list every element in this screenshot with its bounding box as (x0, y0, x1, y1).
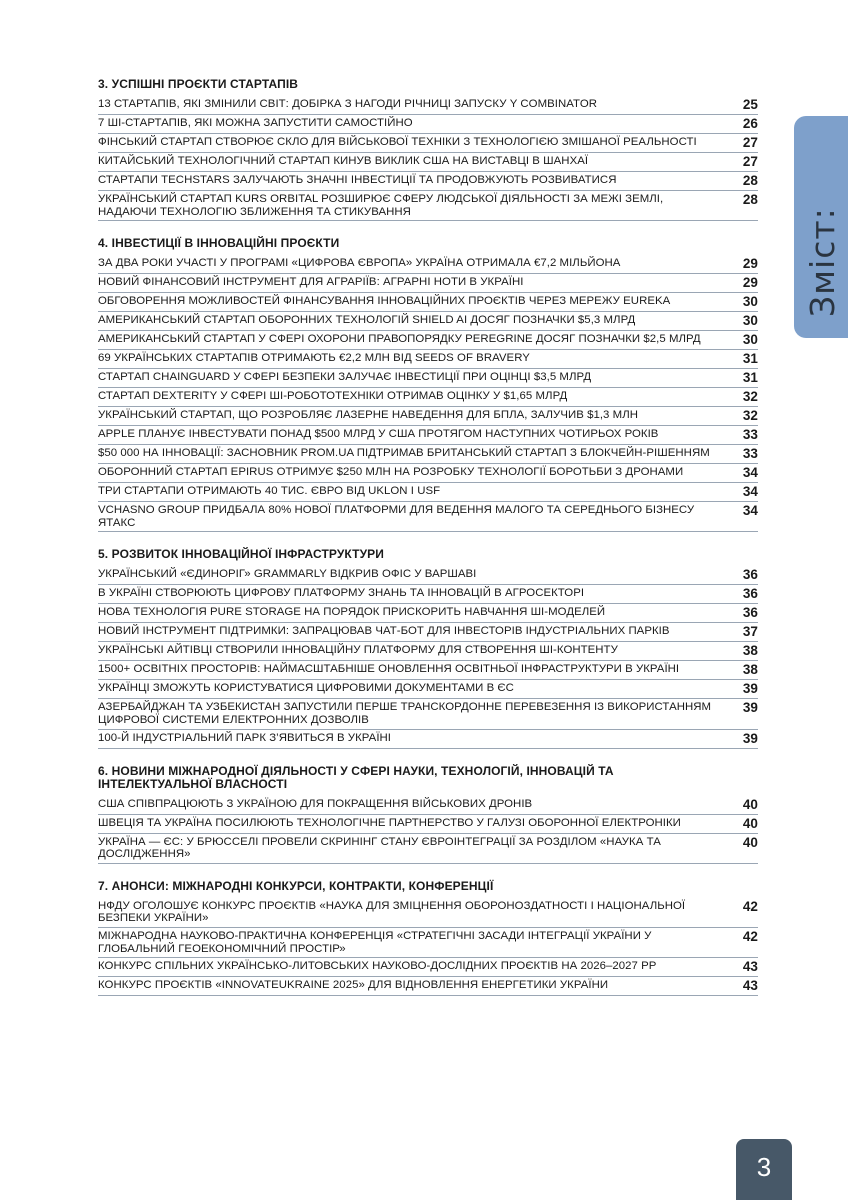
toc-entry-page: 28 (742, 192, 758, 207)
section-title: 4. ІНВЕСТИЦІЇ В ІННОВАЦІЙНІ ПРОЄКТИ (98, 236, 340, 251)
section-title: 6. НОВИНИ МІЖНАРОДНОЇ ДІЯЛЬНОСТІ У СФЕРІ НАУКИ, ТЕХНОЛОГІЙ, ІННОВАЦІЙ ТА ІНТЕЛЕКТУАЛЬНОЇ ВЛАСНОСТІ (98, 763, 614, 791)
toc-entry-page: 26 (742, 116, 758, 131)
toc-entry[interactable] (98, 958, 758, 977)
toc-entry-title: АМЕРИКАНСЬКИЙ СТАРТАП У СФЕРІ ОХОРОНИ ПРАВОПОРЯДКУ PEREGRINE ДОСЯГ ПОЗНАЧКИ $2,5 МЛРД (98, 333, 701, 346)
toc-entry[interactable] (98, 483, 758, 502)
toc-entry[interactable] (98, 445, 758, 464)
toc-entry-page: 43 (742, 959, 758, 975)
toc-entry-page: 33 (742, 446, 758, 462)
toc-entry-title: СТАРТАПИ TECHSTARS ЗАЛУЧАЮТЬ ЗНАЧНІ ІНВЕСТИЦІЇ ТА ПРОДОВЖУЮТЬ РОЗВИВАТИСЯ (98, 174, 617, 186)
toc-entry-title: 1500+ ОСВІТНІХ ПРОСТОРІВ: НАЙМАСШТАБНІШЕ ОНОВЛЕННЯ ОСВІТНЬОЇ ІНФРАСТРУКТУРИ В УКРАЇНІ (98, 663, 680, 676)
toc-entry-title: $50 000 НА ІННОВАЦІЇ: ЗАСНОВНИК PROM.UA ПІДТРИМАВ БРИТАНСЬКИЙ СТАРТАП З БЛОКЧЕЙН-РІШЕННЯМ (98, 447, 710, 460)
section-title: 7. АНОНСИ: МІЖНАРОДНІ КОНКУРСИ, КОНТРАКТИ, КОНФЕРЕНЦІЇ (98, 878, 494, 893)
toc-entry-title: СТАРТАП DEXTERITY У СФЕРІ ШІ-РОБОТОТЕХНІКИ ОТРИМАВ ОЦІНКУ У $1,65 МЛРД (98, 390, 568, 403)
section-title: 5. РОЗВИТОК ІННОВАЦІЙНОЇ ІНФРАСТРУКТУРИ (98, 547, 384, 562)
toc-entry[interactable] (98, 699, 758, 729)
toc-entry[interactable] (98, 96, 758, 115)
toc-entry[interactable] (98, 585, 758, 604)
toc-entry-title: VCHASNO GROUP ПРИДБАЛА 80% НОВОЇ ПЛАТФОРМИ ДЛЯ ВЕДЕННЯ МАЛОГО ТА СЕРЕДНЬОГО БІЗНЕСУ ЯТАКС (98, 504, 695, 529)
toc-entry-title: 69 УКРАЇНСЬКИХ СТАРТАПІВ ОТРИМАЮТЬ €2,2 МЛН ВІД SEEDS OF BRAVERY (98, 352, 530, 365)
toc-entry-page: 36 (742, 586, 758, 602)
toc-entry-title: КОНКУРС ПРОЄКТІВ «INNOVATEUKRAINE 2025» ДЛЯ ВІДНОВЛЕННЯ ЕНЕРГЕТИКИ УКРАЇНИ (98, 979, 609, 992)
toc-entry-title: НОВА ТЕХНОЛОГІЯ PURE STORAGE НА ПОРЯДОК ПРИСКОРИТЬ НАВЧАННЯ ШІ-МОДЕЛЕЙ (98, 606, 606, 619)
toc-entry[interactable] (98, 623, 758, 642)
toc-entry-title: НОВИЙ ІНСТРУМЕНТ ПІДТРИМКИ: ЗАПРАЦЮВАВ ЧАТ-БОТ ДЛЯ ІНВЕСТОРІВ ІНДУСТРІАЛЬНИХ ПАРКІВ (98, 625, 670, 638)
toc-entry[interactable] (98, 977, 758, 996)
toc-section (98, 548, 758, 748)
toc-section (98, 237, 758, 532)
toc-entry-title: АЗЕРБАЙДЖАН ТА УЗБЕКИСТАН ЗАПУСТИЛИ ПЕРШЕ ТРАНСКОРДОННЕ ПЕРЕВЕЗЕННЯ ІЗ ВИКОРИСТАННЯМ ЦИФРОВОЇ СИСТЕМИ ЕЛЕКТРОННИХ ДОЗВОЛІВ (98, 701, 712, 726)
toc-entry[interactable] (98, 426, 758, 445)
toc-entry-page: 27 (742, 154, 758, 169)
toc-entry-title: СТАРТАП CHAINGUARD У СФЕРІ БЕЗПЕКИ ЗАЛУЧАЄ ІНВЕСТИЦІЇ ПРИ ОЦІНЦІ $3,5 МЛРД (98, 371, 592, 384)
toc-entry-page: 40 (742, 815, 758, 831)
toc-entry-page: 31 (742, 351, 758, 367)
toc-entry-page: 39 (742, 681, 758, 697)
toc-entry[interactable] (98, 115, 758, 134)
toc-entry-title: КИТАЙСЬКИЙ ТЕХНОЛОГІЧНИЙ СТАРТАП КИНУВ ВИКЛИК США НА ВИСТАВЦІ В ШАНХАЇ (98, 155, 589, 167)
toc-section (98, 78, 758, 221)
toc-entry-page: 39 (742, 730, 758, 746)
toc-entry-title: УКРАЇНСЬКИЙ СТАРТАП KURS ORBITAL РОЗШИРЮЄ СФЕРУ ЛЮДСЬКОЇ ДІЯЛЬНОСТІ ЗА МЕЖІ ЗЕМЛІ, НАДАЮЧИ ТЕХНОЛОГІЮ ЗБЛИЖЕННЯ ТА СТИКУВАННЯ (98, 193, 664, 218)
toc-entry-page: 38 (742, 643, 758, 659)
toc-entry-page: 29 (742, 256, 758, 272)
toc-entry-page: 28 (742, 173, 758, 188)
toc-entry[interactable] (98, 369, 758, 388)
toc-entry-title: КОНКУРС СПІЛЬНИХ УКРАЇНСЬКО-ЛИТОВСЬКИХ НАУКОВО-ДОСЛІДНИХ ПРОЄКТІВ НА 2026–2027 РР (98, 960, 657, 973)
toc-entry[interactable] (98, 898, 758, 928)
section-title: 3. УСПІШНІ ПРОЄКТИ СТАРТАПІВ (98, 77, 299, 91)
toc-entry-page: 30 (742, 313, 758, 329)
toc-entry-title: УКРАЇНЦІ ЗМОЖУТЬ КОРИСТУВАТИСЯ ЦИФРОВИМИ ДОКУМЕНТАМИ В ЄС (98, 682, 514, 695)
toc-entry[interactable] (98, 407, 758, 426)
toc-entry-title: УКРАЇНСЬКІ АЙТІВЦІ СТВОРИЛИ ІННОВАЦІЙНУ ПЛАТФОРМУ ДЛЯ СТВОРЕННЯ ШІ-КОНТЕНТУ (98, 644, 618, 657)
toc-entry-page: 30 (742, 294, 758, 310)
toc-entry-title: ЗА ДВА РОКИ УЧАСТІ У ПРОГРАМІ «ЦИФРОВА ЄВРОПА» УКРАЇНА ОТРИМАЛА €7,2 МІЛЬЙОНА (98, 257, 621, 270)
toc-entry[interactable] (98, 815, 758, 834)
toc-entry-page: 34 (742, 484, 758, 500)
toc-entry-title: 100-Й ІНДУСТРІАЛЬНИЙ ПАРК З’ЯВИТЬСЯ В УКРАЇНІ (98, 731, 392, 744)
toc-entry[interactable] (98, 680, 758, 699)
toc-entry[interactable] (98, 834, 758, 864)
toc-entry-page: 43 (742, 978, 758, 994)
toc-entry[interactable] (98, 350, 758, 369)
toc-entry[interactable] (98, 388, 758, 407)
toc-entry-page: 40 (742, 834, 758, 850)
toc-entry-page: 34 (742, 465, 758, 481)
toc-section (98, 765, 758, 864)
toc-entry[interactable] (98, 274, 758, 293)
toc-entry[interactable] (98, 604, 758, 623)
toc-entry-title: APPLE ПЛАНУЄ ІНВЕСТУВАТИ ПОНАД $500 МЛРД У США ПРОТЯГОМ НАСТУПНИХ ЧОТИРЬОХ РОКІВ (98, 428, 659, 441)
table-of-contents (98, 78, 758, 1012)
toc-entry[interactable] (98, 928, 758, 958)
toc-entry-title: В УКРАЇНІ СТВОРЮЮТЬ ЦИФРОВУ ПЛАТФОРМУ ЗНАНЬ ТА ІННОВАЦІЙ В АГРОСЕКТОРІ (98, 587, 585, 600)
toc-entry-title: НФДУ ОГОЛОШУЄ КОНКУРС ПРОЄКТІВ «НАУКА ДЛЯ ЗМІЦНЕННЯ ОБОРОНОЗДАТНОСТІ І НАЦІОНАЛЬНОЇ БЕЗПЕКИ УКРАЇНИ» (98, 899, 686, 925)
toc-entry-page: 37 (742, 624, 758, 640)
toc-entry[interactable] (98, 255, 758, 274)
toc-entry-title: ФІНСЬКИЙ СТАРТАП СТВОРЮЄ СКЛО ДЛЯ ВІЙСЬКОВОЇ ТЕХНІКИ З ТЕХНОЛОГІЄЮ ЗМІШАНОЇ РЕАЛЬНОСТІ (98, 136, 697, 148)
toc-entry-title: 13 СТАРТАПІВ, ЯКІ ЗМІНИЛИ СВІТ: ДОБІРКА З НАГОДИ РІЧНИЦІ ЗАПУСКУ Y COMBINATOR (98, 98, 598, 110)
toc-entry-title: ТРИ СТАРТАПИ ОТРИМАЮТЬ 40 ТИС. ЄВРО ВІД UKLON І USF (98, 485, 441, 498)
toc-entry[interactable] (98, 642, 758, 661)
toc-entry[interactable] (98, 502, 758, 532)
side-tab-label: Зміст: (803, 207, 842, 317)
page-number: 3 (736, 1139, 792, 1200)
toc-entry-title: УКРАЇНА — ЄС: У БРЮССЕЛІ ПРОВЕЛИ СКРИНІНГ СТАНУ ЄВРОІНТЕГРАЦІЇ ЗА РОЗДІЛОМ «НАУКА ТА ДОСЛІДЖЕННЯ» (98, 835, 661, 861)
toc-entry-title: УКРАЇНСЬКИЙ «ЄДИНОРІГ» GRAMMARLY ВІДКРИВ ОФІС У ВАРШАВІ (98, 568, 477, 581)
toc-entry[interactable] (98, 464, 758, 483)
toc-entry[interactable] (98, 153, 758, 172)
toc-entry-title: УКРАЇНСЬКИЙ СТАРТАП, ЩО РОЗРОБЛЯЄ ЛАЗЕРНЕ НАВЕДЕННЯ ДЛЯ БПЛА, ЗАЛУЧИВ $1,3 МЛН (98, 409, 638, 422)
toc-entry-page: 25 (742, 97, 758, 112)
toc-entry-page: 42 (742, 898, 758, 914)
toc-entry-title: ОБОРОННИЙ СТАРТАП EPIRUS ОТРИМУЄ $250 МЛН НА РОЗРОБКУ ТЕХНОЛОГІЇ БОРОТЬБИ З ДРОНАМИ (98, 466, 684, 479)
toc-entry-title: МІЖНАРОДНА НАУКОВО-ПРАКТИЧНА КОНФЕРЕНЦІЯ «СТРАТЕГІЧНІ ЗАСАДИ ІНТЕГРАЦІЇ УКРАЇНИ У ГЛОБАЛЬНИЙ ГЕОЕКОНОМІЧНИЙ ПРОСТІР» (98, 929, 652, 955)
toc-entry[interactable] (98, 331, 758, 350)
toc-entry-page: 30 (742, 332, 758, 348)
toc-entry[interactable] (98, 730, 758, 749)
toc-entry-title: НОВИЙ ФІНАНСОВИЙ ІНСТРУМЕНТ ДЛЯ АГРАРІЇВ: АГРАРНІ НОТИ В УКРАЇНІ (98, 276, 524, 289)
toc-entry-title: ОБГОВОРЕННЯ МОЖЛИВОСТЕЙ ФІНАНСУВАННЯ ІННОВАЦІЙНИХ ПРОЄКТІВ ЧЕРЕЗ МЕРЕЖУ EUREKA (98, 295, 671, 308)
toc-entry-page: 27 (742, 135, 758, 150)
toc-entry[interactable] (98, 661, 758, 680)
toc-section (98, 880, 758, 996)
toc-entry-page: 29 (742, 275, 758, 291)
toc-entry-page: 38 (742, 662, 758, 678)
toc-entry-page: 42 (742, 928, 758, 944)
toc-entry[interactable] (98, 796, 758, 815)
toc-entry[interactable] (98, 312, 758, 331)
toc-entry[interactable] (98, 191, 758, 221)
toc-entry-page: 32 (742, 389, 758, 405)
toc-entry-page: 36 (742, 605, 758, 621)
toc-entry-page: 32 (742, 408, 758, 424)
toc-entry-title: АМЕРИКАНСЬКИЙ СТАРТАП ОБОРОННИХ ТЕХНОЛОГІЙ SHIELD AI ДОСЯГ ПОЗНАЧКИ $5,3 МЛРД (98, 314, 636, 327)
toc-entry-title: 7 ШІ-СТАРТАПІВ, ЯКІ МОЖНА ЗАПУСТИТИ САМОСТІЙНО (98, 117, 413, 129)
toc-entry-title: ШВЕЦІЯ ТА УКРАЇНА ПОСИЛЮЮТЬ ТЕХНОЛОГІЧНЕ ПАРТНЕРСТВО У ГАЛУЗІ ОБОРОННОЇ ЕЛЕКТРОНІКИ (98, 816, 681, 829)
toc-entry-page: 31 (742, 370, 758, 386)
toc-entry-page: 39 (742, 700, 758, 716)
toc-entry-title: США СПІВПРАЦЮЮТЬ З УКРАЇНОЮ ДЛЯ ПОКРАЩЕННЯ ВІЙСЬКОВИХ ДРОНІВ (98, 797, 533, 810)
toc-entry-page: 34 (742, 503, 758, 519)
toc-entry[interactable] (98, 134, 758, 153)
toc-entry-page: 40 (742, 796, 758, 812)
toc-entry-page: 33 (742, 427, 758, 443)
toc-entry[interactable] (98, 172, 758, 191)
toc-entry-page: 36 (742, 567, 758, 583)
toc-entry[interactable] (98, 293, 758, 312)
toc-entry[interactable] (98, 566, 758, 585)
